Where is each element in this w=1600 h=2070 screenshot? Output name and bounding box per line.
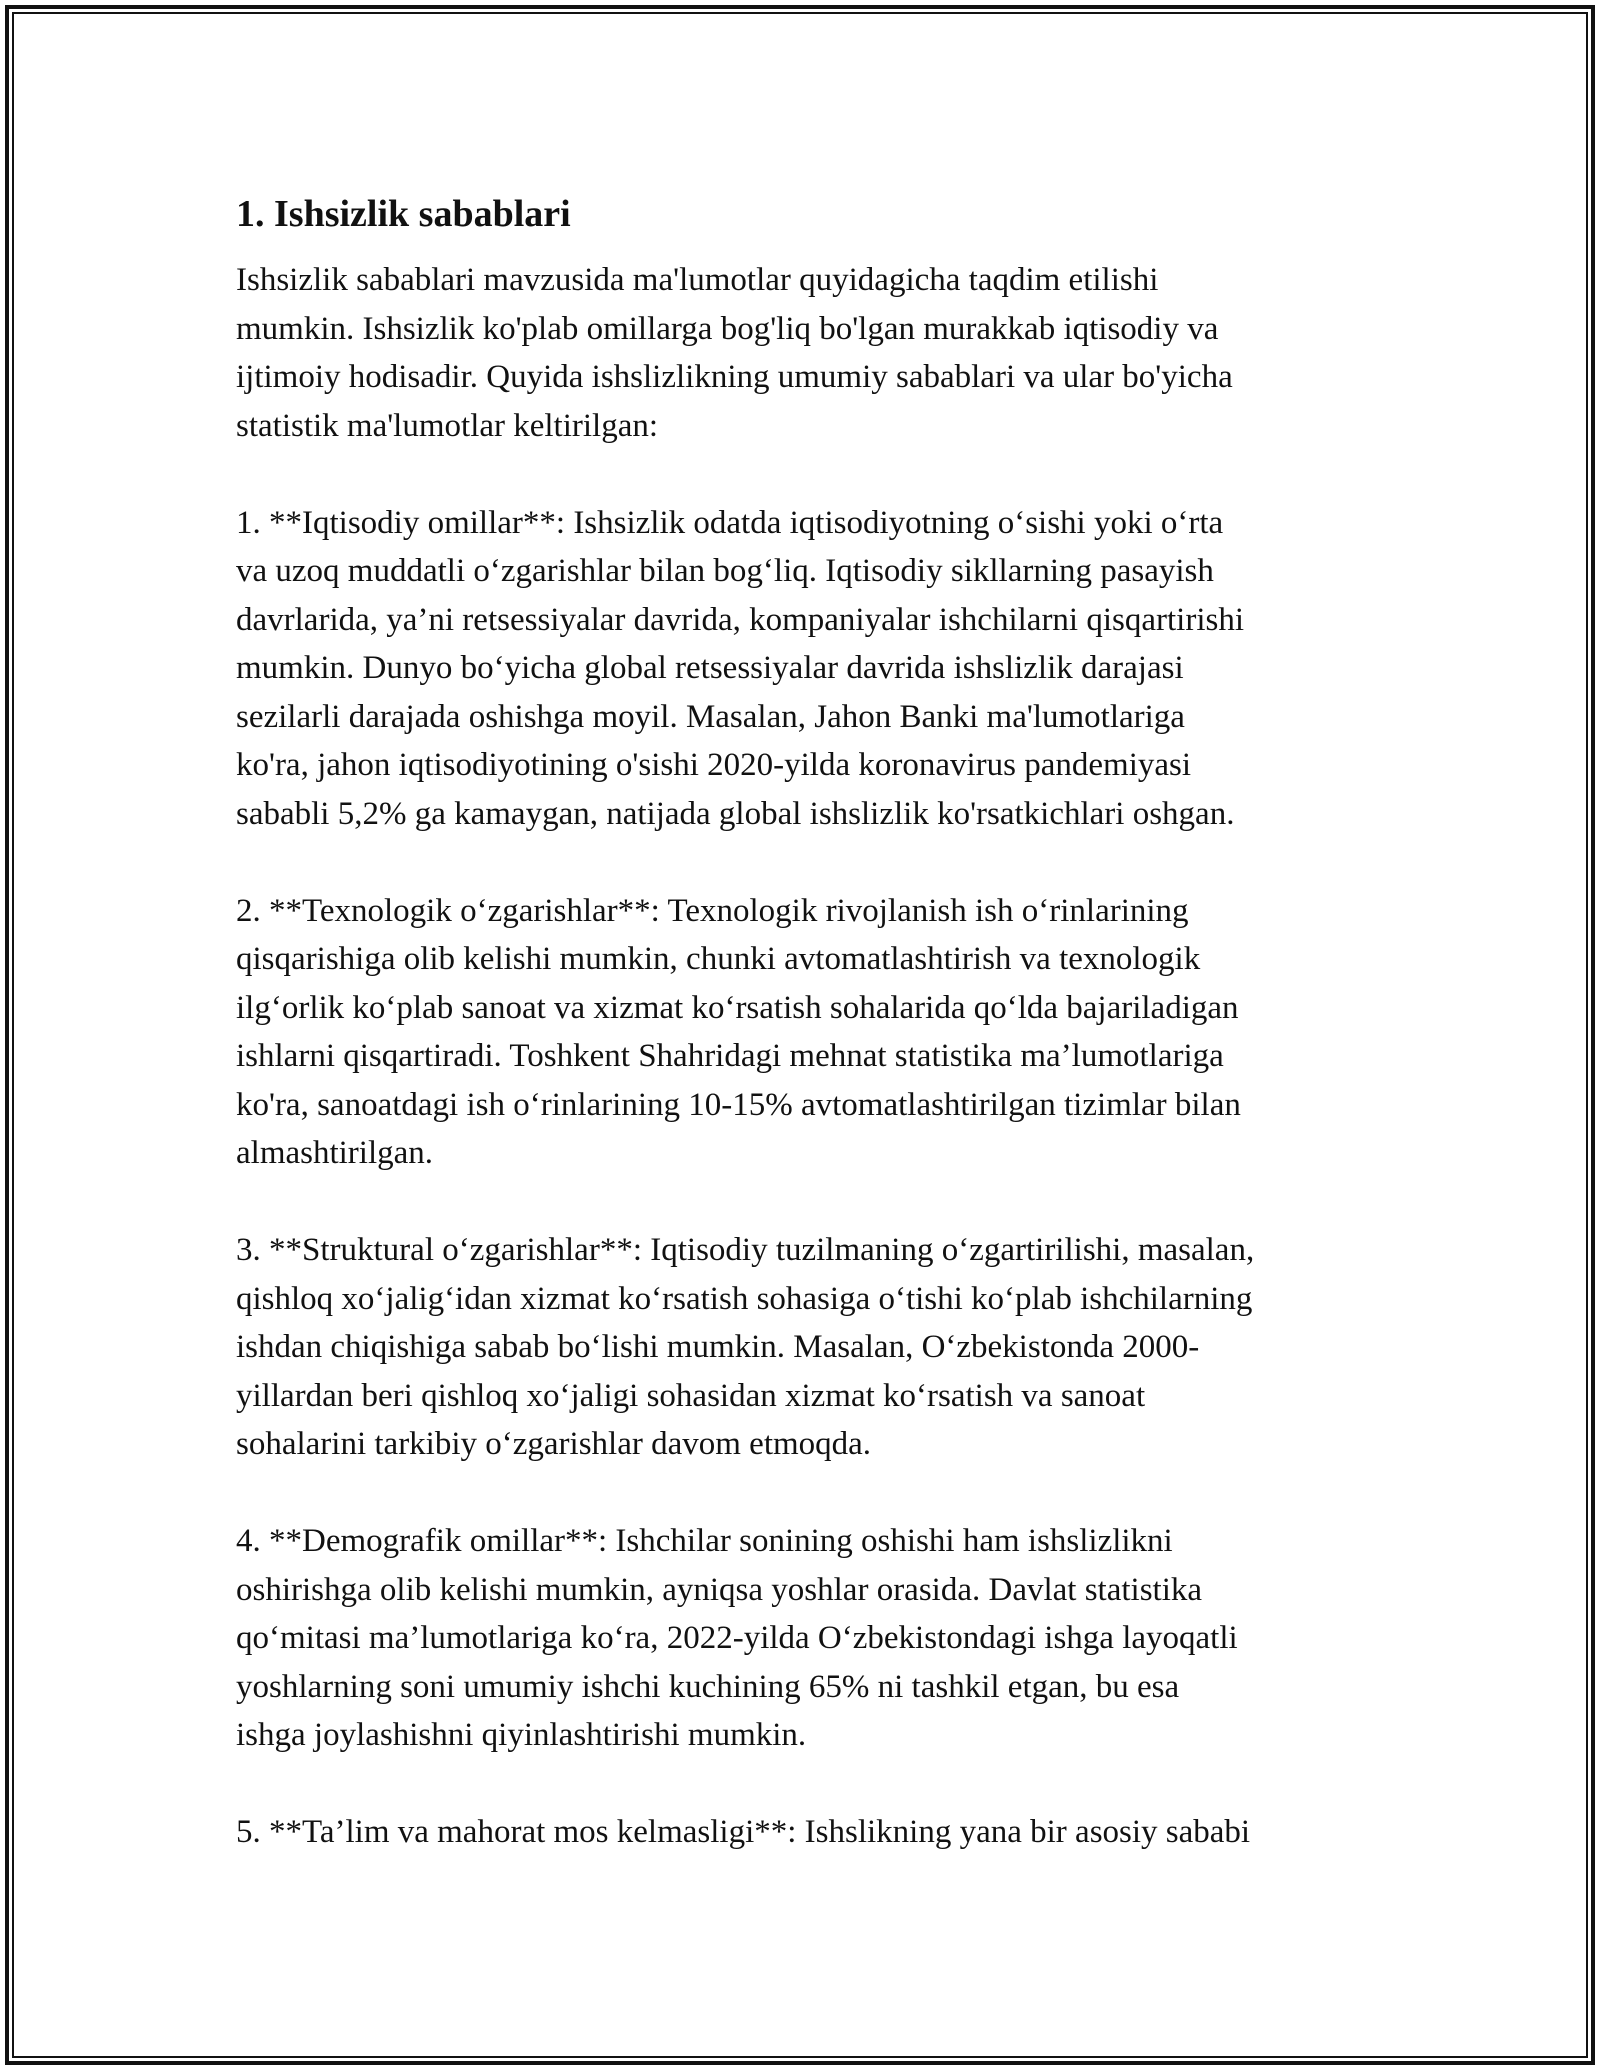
text-line: 4. **Demografik omillar**: Ishchilar sonining oshishi ham ishslizlikni bbox=[236, 1523, 1173, 1559]
text-line: ko'ra, jahon iqtisodiyotining o'sishi 2020-yilda koronavirus pandemiyasi bbox=[236, 747, 1192, 783]
text-line: sohalarini tarkibiy o‘zgarishlar davom etmoqda. bbox=[236, 1426, 872, 1462]
section-heading: 1. Ishsizlik sabablari bbox=[236, 193, 571, 235]
text-line: davrlarida, ya’ni retsessiyalar davrida, kompaniyalar ishchilarni qisqartirishi bbox=[236, 601, 1244, 638]
text-line: yoshlarning soni umumiy ishchi kuchining 65% ni tashkil etgan, bu esa bbox=[236, 1668, 1180, 1705]
text-line: ishdan chiqishiga sabab bo‘lishi mumkin. Masalan, O‘zbekistonda 2000- bbox=[236, 1329, 1200, 1365]
text-line: yillardan beri qishloq xo‘jaligi sohasidan xizmat ko‘rsatish va sanoat bbox=[236, 1377, 1146, 1414]
text-line: ijtimoiy hodisadir. Quyida ishslizlikning umumiy sabablari va ular bo'yicha bbox=[236, 359, 1233, 395]
intro-paragraph bbox=[236, 256, 1366, 450]
text-line: ishlarni qisqartiradi. Toshkent Shahridagi mehnat statistika ma’lumotlariga bbox=[236, 1038, 1224, 1074]
structural-changes-paragraph bbox=[236, 1226, 1366, 1469]
text-line: 5. **Ta’lim va mahorat mos kelmasligi**: Ishslikning yana bir asosiy sababi bbox=[236, 1814, 1251, 1850]
text-line: ishga joylashishni qiyinlashtirishi mumkin. bbox=[236, 1717, 807, 1753]
text-line: ko'ra, sanoatdagi ish o‘rinlarining 10-15% avtomatlashtirilgan tizimlar bilan bbox=[236, 1086, 1241, 1123]
text-line: almashtirilgan. bbox=[236, 1135, 434, 1171]
text-line: qisqarishiga olib kelishi mumkin, chunki avtomatlashtirish va texnologik bbox=[236, 941, 1201, 977]
text-line: 1. **Iqtisodiy omillar**: Ishsizlik odatda iqtisodiyotning o‘sishi yoki o‘rta bbox=[236, 504, 1224, 541]
text-line: 2. **Texnologik o‘zgarishlar**: Texnologik rivojlanish ish o‘rinlarining bbox=[236, 892, 1189, 929]
text-line: qo‘mitasi ma’lumotlariga ko‘ra, 2022-yilda O‘zbekistondagi ishga layoqatli bbox=[236, 1620, 1238, 1656]
text-line: qishloq xo‘jalig‘idan xizmat ko‘rsatish sohasiga o‘tishi ko‘plab ishchilarning bbox=[236, 1280, 1253, 1317]
text-line: va uzoq muddatli o‘zgarishlar bilan bog‘liq. Iqtisodiy sikllarning pasayish bbox=[236, 553, 1214, 589]
text-line: mumkin. Dunyo bo‘yicha global retsessiyalar davrida ishslizlik darajasi bbox=[236, 650, 1184, 686]
technological-changes-paragraph bbox=[236, 887, 1366, 1178]
text-line: oshirishga olib kelishi mumkin, ayniqsa yoshlar orasida. Davlat statistika bbox=[236, 1571, 1203, 1608]
text-line: 3. **Struktural o‘zgarishlar**: Iqtisodiy tuzilmaning o‘zgartirilishi, masalan, bbox=[236, 1232, 1255, 1268]
text-line: sezilarli darajada oshishga moyil. Masalan, Jahon Banki ma'lumotlariga bbox=[236, 698, 1185, 735]
demographic-factors-paragraph bbox=[236, 1517, 1366, 1760]
document-body bbox=[236, 188, 1366, 1905]
text-line: Ishsizlik sabablari mavzusida ma'lumotlar quyidagicha taqdim etilishi bbox=[236, 262, 1159, 298]
text-line: sababli 5,2% ga kamaygan, natijada global ishslizlik ko'rsatkichlari oshgan. bbox=[236, 795, 1235, 832]
text-line: mumkin. Ishsizlik ko'plab omillarga bog'liq bo'lgan murakkab iqtisodiy va bbox=[236, 310, 1219, 347]
economic-factors-paragraph bbox=[236, 499, 1366, 839]
text-line: ilg‘orlik ko‘plab sanoat va xizmat ko‘rsatish sohalarida qo‘lda bajariladigan bbox=[236, 989, 1239, 1026]
text-line: statistik ma'lumotlar keltirilgan: bbox=[236, 407, 659, 444]
education-mismatch-paragraph bbox=[236, 1808, 1366, 1857]
